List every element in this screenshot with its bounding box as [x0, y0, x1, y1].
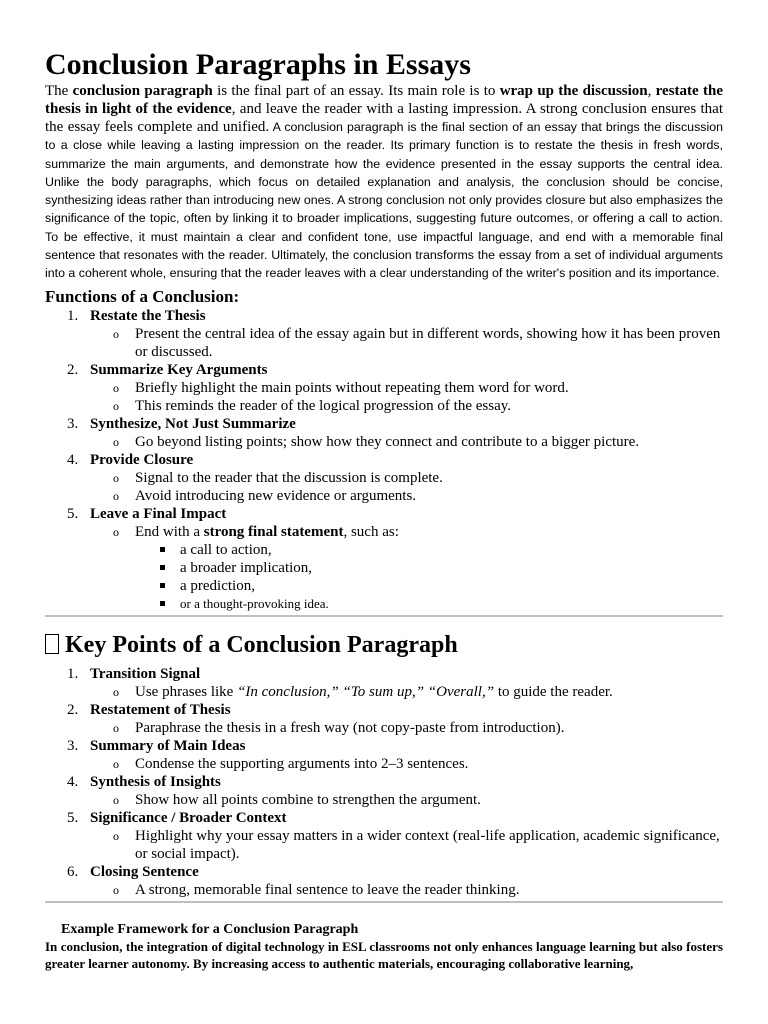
- item-number: 4.: [67, 773, 79, 790]
- sub-item-text: Use phrases like: [135, 683, 238, 700]
- list-item: [45, 361, 723, 415]
- sub-item-text: Go beyond listing points; show how they connect and contribute to a bigger picture.: [135, 433, 640, 450]
- nested-item-text: a call to action,: [180, 541, 272, 558]
- sub-item-text: This reminds the reader of the logical progression of the essay.: [135, 397, 511, 414]
- nested-item-text: or a thought-provoking idea.: [180, 595, 329, 611]
- nested-item-text: a prediction,: [180, 577, 255, 594]
- placeholder-glyph-icon: [45, 634, 59, 654]
- nested-item-text: a broader implication,: [180, 559, 313, 576]
- intro-text: is the final part of an essay. Its main role is to: [212, 83, 500, 99]
- bullet-icon: o: [113, 488, 119, 503]
- square-bullet-icon: [160, 583, 165, 588]
- square-bullet-icon: [160, 601, 165, 606]
- bullet-icon: o: [113, 828, 119, 843]
- intro-text: , and leave the reader with a lasting impression. A strong conclusion ensures that the essay feels complete and unified.: [45, 101, 723, 135]
- item-number: 1.: [67, 665, 79, 682]
- key-points-list: [45, 665, 723, 899]
- bullet-icon: o: [113, 720, 119, 735]
- list-item: [45, 307, 723, 361]
- item-number: 3.: [67, 415, 79, 432]
- item-number: 1.: [67, 307, 79, 324]
- sub-item-text: Avoid introducing new evidence or arguments.: [135, 487, 417, 504]
- sub-item-text: Paraphrase the thesis in a fresh way (not copy-paste from introduction).: [135, 719, 565, 736]
- item-number: 5.: [67, 505, 79, 522]
- nested-item: [135, 559, 723, 577]
- intro-paragraph: [45, 82, 723, 283]
- sub-item-text: to guide the reader.: [494, 683, 613, 700]
- list-item: [45, 505, 723, 613]
- sub-item-text: Signal to the reader that the discussion is complete.: [135, 469, 443, 486]
- item-heading: Provide Closure: [90, 451, 194, 468]
- item-heading: Significance / Broader Context: [90, 809, 287, 826]
- item-number: 2.: [67, 361, 79, 378]
- intro-bold-term: wrap up the discussion: [499, 83, 648, 99]
- nested-item: [135, 541, 723, 559]
- item-heading: Summary of Main Ideas: [90, 737, 246, 754]
- item-number: 6.: [67, 863, 79, 880]
- intro-bold-term: conclusion paragraph: [72, 83, 213, 99]
- item-number: 3.: [67, 737, 79, 754]
- bullet-icon: o: [113, 434, 119, 449]
- sub-item-text: Show how all points combine to strengthen the argument.: [135, 791, 481, 808]
- sub-item: [90, 379, 723, 397]
- bullet-icon: o: [113, 380, 119, 395]
- sub-item-text: Briefly highlight the main points without repeating them word for word.: [135, 379, 569, 396]
- sub-item: [90, 755, 723, 773]
- nested-item: [135, 577, 723, 595]
- item-heading: Restatement of Thesis: [90, 701, 231, 718]
- sub-item-text: Condense the supporting arguments into 2–3 sentences.: [135, 755, 469, 772]
- bullet-icon: o: [113, 684, 119, 699]
- list-item: [45, 415, 723, 451]
- list-item: [45, 701, 723, 737]
- list-item: [45, 809, 723, 863]
- intro-bold-term: restate the thesis in light of the evidence: [45, 83, 723, 117]
- item-number: 5.: [67, 809, 79, 826]
- bullet-icon: o: [113, 326, 119, 341]
- item-heading: Leave a Final Impact: [90, 505, 227, 522]
- bullet-icon: o: [113, 524, 119, 539]
- list-item: [45, 737, 723, 773]
- item-number: 4.: [67, 451, 79, 468]
- document-page: [45, 48, 723, 972]
- sub-item-text: A strong, memorable final sentence to leave the reader thinking.: [135, 881, 520, 898]
- sub-item-text: End with a: [135, 523, 204, 540]
- list-item: [45, 773, 723, 809]
- item-heading: Restate the Thesis: [90, 307, 206, 324]
- functions-heading: Functions of a Conclusion:: [45, 286, 240, 306]
- sub-item: [90, 487, 723, 505]
- sub-item: [90, 881, 723, 899]
- sub-item: [90, 791, 723, 809]
- list-item: [45, 451, 723, 505]
- item-heading: Closing Sentence: [90, 863, 199, 880]
- item-number: 2.: [67, 701, 79, 718]
- intro-extended-text: A conclusion paragraph is the final section of an essay that brings the discussion to a close while leaving a lasting impression on the reader. Its primary function is to restate the thesis in fresh words, summarize the main arguments, and demonstrate how the evidence presented in the essay supports the central idea. Unlike the body paragraphs, which focus on detailed explanation and analysis, the conclusion should be concise, synthesizing ideas rather than introducing new ones. A strong conclusion not only provides closure but also emphasizes the significance of the topic, often by linking it to broader implications, suggesting future outcomes, or offering a call to action. To be effective, it must maintain a clear and confident tone, use impactful language, and end with a memorable final sentence that resonates with the reader. Ultimately, the conclusion transforms the essay from a set of individual arguments into a coherent whole, ensuring that the reader leaves with a clear understanding of the writer's position and its importance.: [45, 120, 723, 281]
- page-title: Conclusion Paragraphs in Essays: [45, 48, 471, 81]
- sub-item: [90, 827, 723, 863]
- square-bullet-icon: [160, 547, 165, 552]
- list-item: [45, 863, 723, 899]
- intro-text: The: [45, 83, 73, 99]
- bullet-icon: o: [113, 756, 119, 771]
- sub-item: [90, 523, 723, 613]
- key-points-heading-text: Key Points of a Conclusion Paragraph: [65, 631, 458, 658]
- bullet-icon: o: [113, 882, 119, 897]
- bullet-icon: o: [113, 398, 119, 413]
- divider: [45, 615, 723, 617]
- sub-item: [90, 433, 723, 451]
- sub-item: [90, 683, 723, 701]
- key-points-heading: [45, 631, 723, 659]
- item-heading: Synthesize, Not Just Summarize: [90, 415, 296, 432]
- functions-list: [45, 307, 723, 613]
- bullet-icon: o: [113, 792, 119, 807]
- nested-item: [135, 595, 723, 613]
- example-paragraph: In conclusion, the integration of digital technology in ESL classrooms not only enhances language learning but also fosters greater learner autonomy. By increasing access to authentic materials, encouraging collaborative learning,: [45, 938, 723, 971]
- list-item: [45, 665, 723, 701]
- sub-item: [90, 719, 723, 737]
- sub-item-text: Present the central idea of the essay again but in different words, showing how it has been proven or discussed.: [135, 325, 721, 360]
- sub-item: [90, 469, 723, 487]
- example-heading: Example Framework for a Conclusion Paragraph: [61, 921, 359, 937]
- item-heading: Synthesis of Insights: [90, 773, 221, 790]
- sub-item-text: Highlight why your essay matters in a wider context (real-life application, academic significance, or social impact).: [135, 827, 720, 862]
- sub-item-italic: “In conclusion,” “To sum up,” “Overall,”: [237, 683, 495, 700]
- divider: [45, 901, 723, 903]
- item-heading: Summarize Key Arguments: [90, 361, 268, 378]
- bullet-icon: o: [113, 470, 119, 485]
- sub-item-bold: strong final statement: [203, 523, 344, 540]
- intro-text: ,: [647, 83, 656, 99]
- item-heading: Transition Signal: [90, 665, 201, 682]
- square-bullet-icon: [160, 565, 165, 570]
- sub-item-text: , such as:: [343, 523, 399, 540]
- sub-item: [90, 397, 723, 415]
- sub-item: [90, 325, 723, 361]
